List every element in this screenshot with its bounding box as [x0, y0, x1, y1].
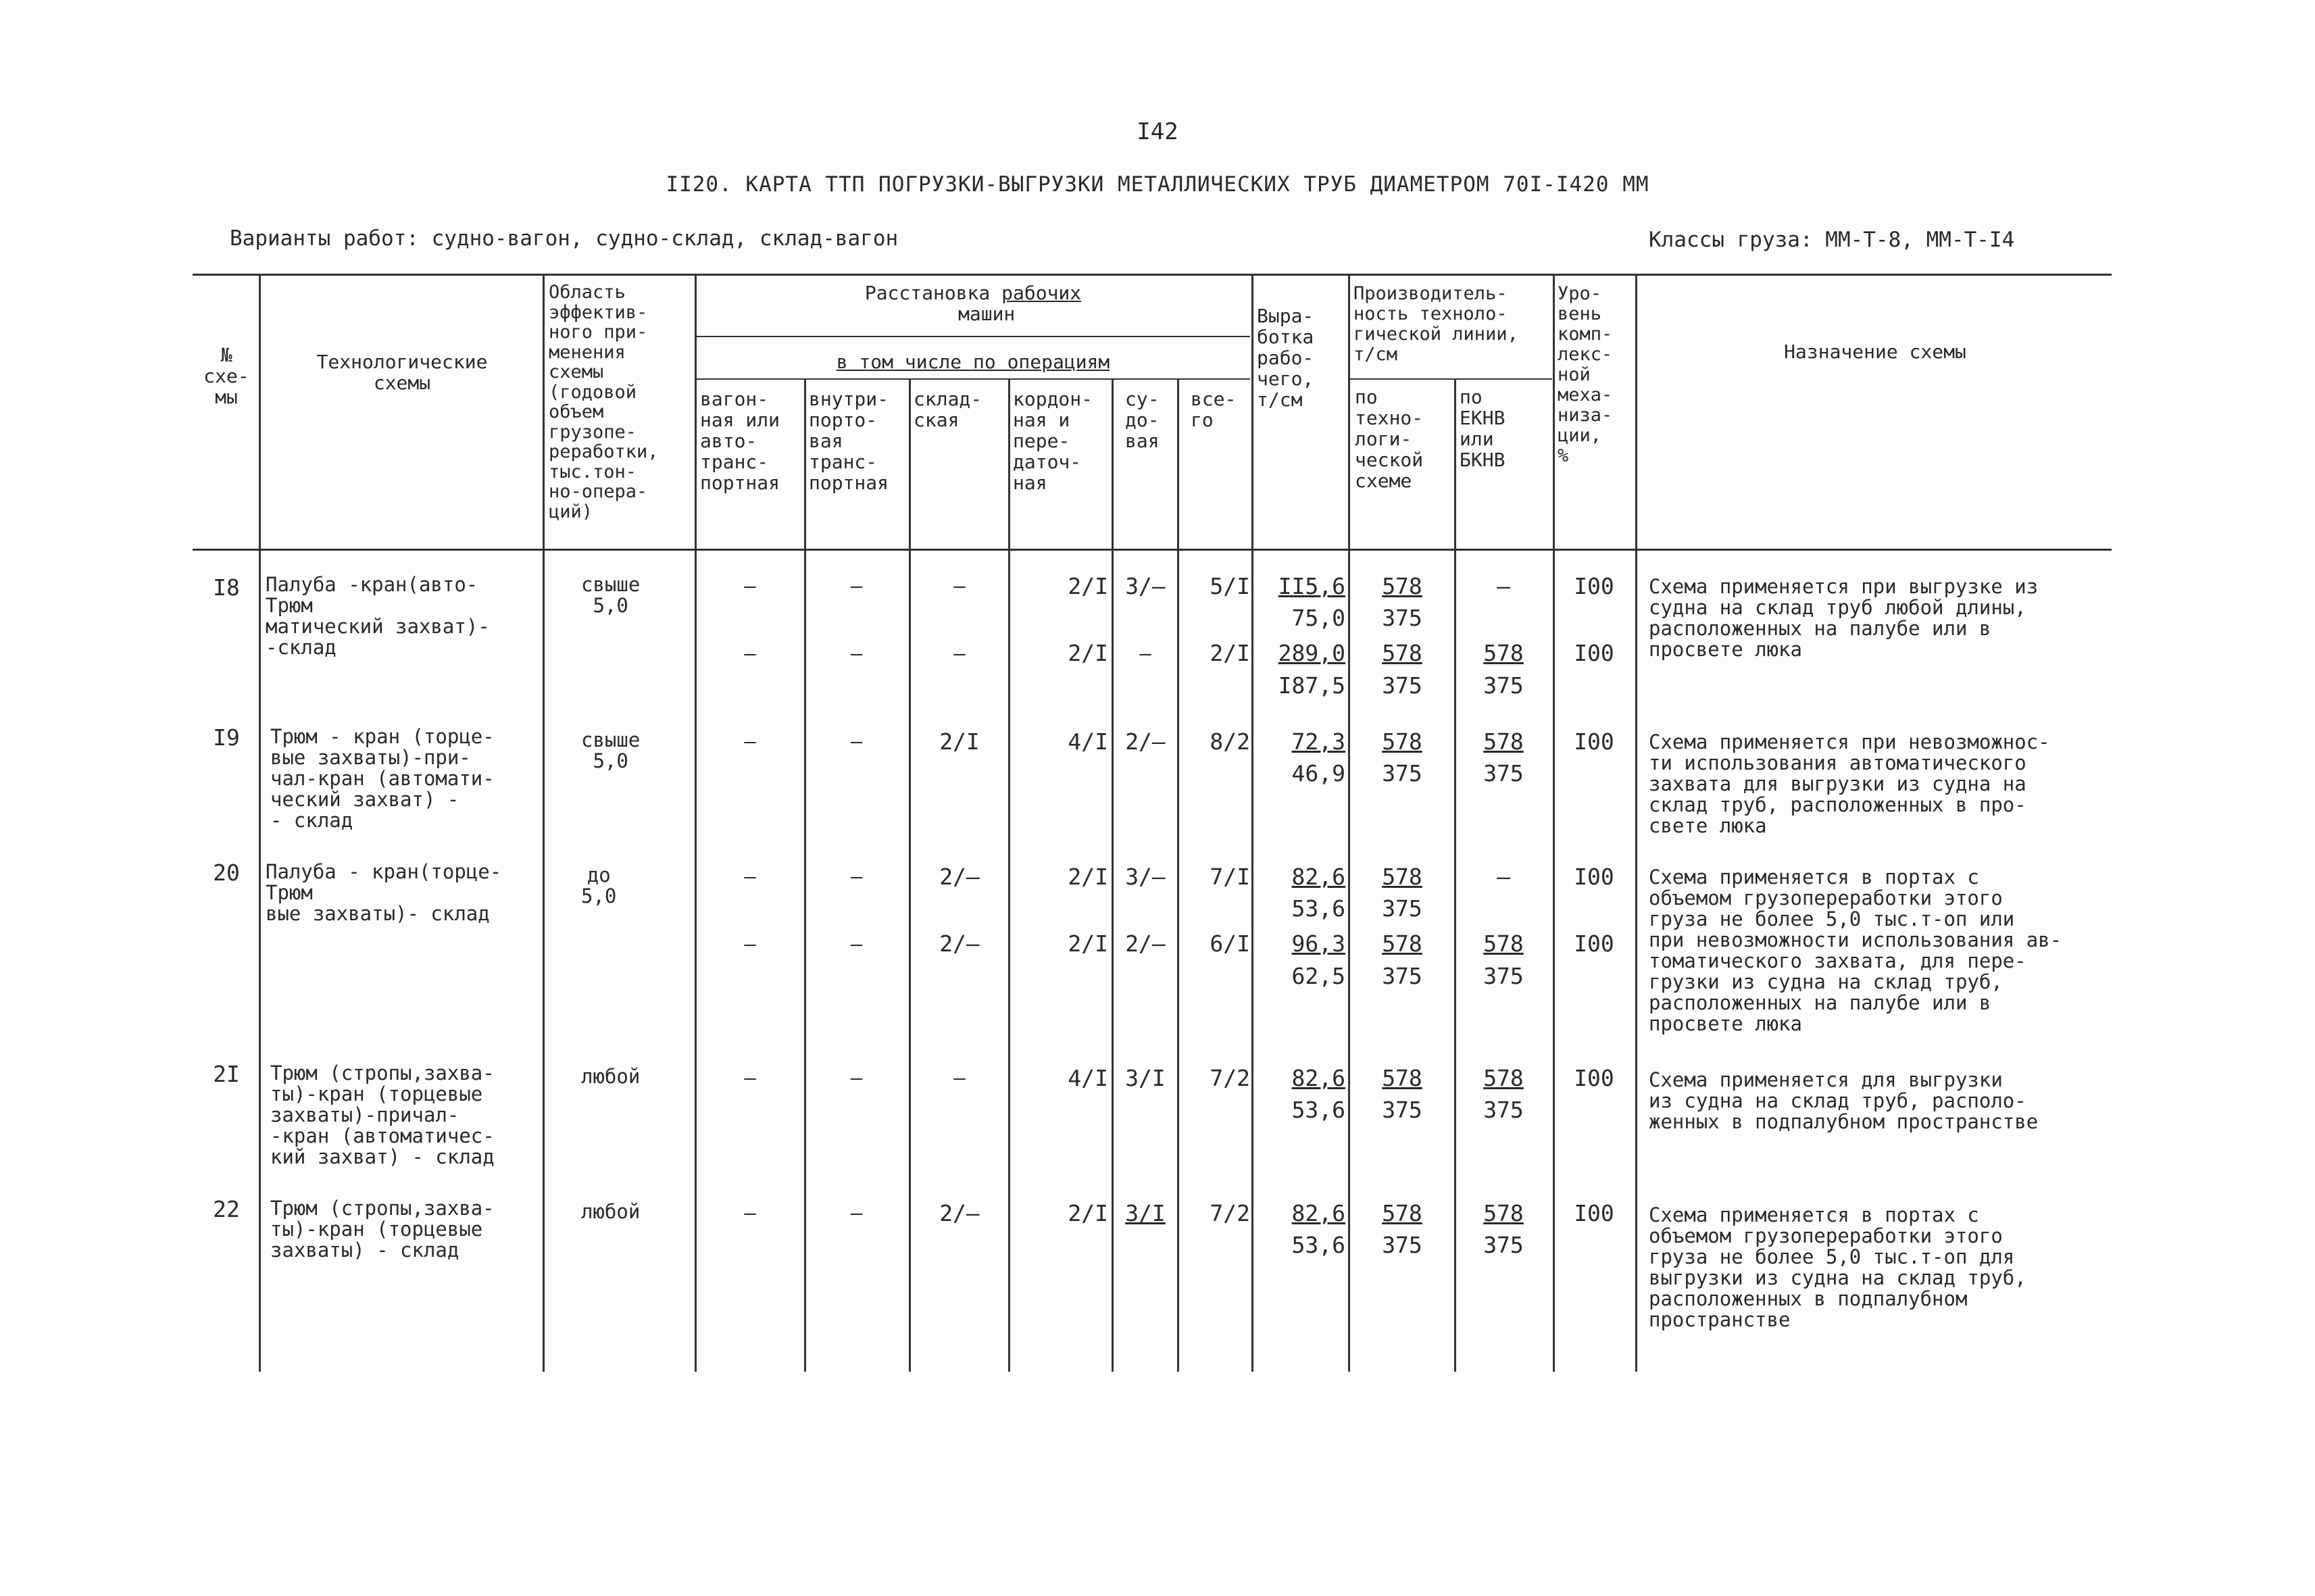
cell-cordon: 4/I: [1068, 1065, 1108, 1091]
row-scheme: Трюм - кран (торце- вые захваты)-при- чал-кран (автомати- ческий захват) - - склад: [270, 725, 495, 832]
header-placement: [699, 282, 1247, 303]
col-divider-7: [1635, 274, 1637, 1372]
cell-wagon: –: [744, 865, 756, 888]
row-area: до 5,0: [581, 864, 617, 907]
cell-ship: 3/–: [1125, 573, 1166, 599]
cell-wagon: –: [744, 730, 756, 753]
cell-ekhv-top: 578: [1483, 1065, 1524, 1091]
row-purpose: Схема применяется при невозможнос- ти использования автоматического захвата для выгрузки из судна на склад труб, расположенных в про- свете люка: [1649, 730, 2050, 837]
cell-ekhv-top: 578: [1483, 728, 1524, 755]
cell-inner: –: [850, 1201, 863, 1224]
cell-output-top: 96,3: [1291, 930, 1345, 957]
cell-inner: –: [850, 1066, 863, 1089]
header-op-total: все- го: [1191, 388, 1237, 431]
cell-inner: –: [850, 574, 863, 597]
cell-cordon: 2/I: [1068, 930, 1108, 957]
cell-ekhv-bottom: 375: [1483, 672, 1524, 699]
header-mech-level: Уро- вень комп- лекс- ной меха- низа- ции, %: [1558, 283, 1613, 466]
row-area: свыше 5,0: [581, 728, 641, 772]
cell-warehouse: 2/–: [939, 1200, 980, 1226]
row-scheme: Трюм (стропы,захва- ты)-кран (торцевые захваты)-причал- -кран (автоматичес- кий захват) - склад: [270, 1062, 495, 1168]
header-divider-placement: [696, 336, 1250, 337]
cell-wagon: –: [744, 932, 756, 955]
cell-total: 8/2: [1210, 728, 1250, 755]
header-placement-line2: машин: [958, 303, 1016, 325]
cell-ekhv-top: –: [1497, 864, 1510, 890]
cell-cordon: 2/I: [1068, 573, 1108, 599]
col-divider-5: [1348, 274, 1350, 1372]
cell-total: 6/I: [1210, 930, 1250, 957]
cell-ekhv-top: 578: [1483, 640, 1524, 666]
header-prod-tech: по техно- логи- ческой схеме: [1355, 386, 1424, 492]
row-purpose: Схема применяется для выгрузки из судна на склад труб, располо- женных в подпалубном пространстве: [1649, 1068, 2039, 1133]
header-tech-schemes: Технологические схемы: [316, 351, 488, 394]
cell-output-top: 82,6: [1291, 1065, 1345, 1091]
cell-output-bottom: 53,6: [1291, 895, 1345, 922]
table-top-border: [193, 274, 2112, 276]
cell-ekhv-top: 578: [1483, 1200, 1524, 1226]
row-number: I9: [213, 724, 240, 751]
header-op-inner: внутри- порто- вая транс- портная: [809, 388, 889, 494]
header-purpose: Назначение схемы: [1784, 341, 1966, 363]
row-area: любой: [581, 1200, 641, 1223]
cell-cordon: 2/I: [1068, 640, 1108, 666]
cell-ekhv-top: –: [1497, 573, 1510, 599]
cell-ekhv-top: 578: [1483, 930, 1524, 957]
cell-mech: I00: [1574, 728, 1614, 755]
cell-tech-top: 578: [1382, 930, 1422, 957]
work-variants: Варианты работ: судно-вагон, судно-склад, склад-вагон: [230, 226, 899, 251]
cargo-classes: Классы груза: ММ-Т-8, ММ-Т-I4: [1649, 228, 2015, 252]
row-number: 20: [213, 859, 240, 886]
row-number: 22: [213, 1196, 240, 1222]
cell-tech-bottom: 375: [1382, 672, 1422, 699]
cell-total: 7/I: [1210, 864, 1250, 890]
row-purpose: Схема применяется при выгрузке из судна на склад труб любой длины, расположенных на палубе или в просвете люка: [1649, 575, 2039, 661]
row-number: 2I: [213, 1061, 240, 1087]
cell-mech: I00: [1574, 1200, 1614, 1226]
cell-tech-bottom: 375: [1382, 1232, 1422, 1258]
cell-tech-bottom: 375: [1382, 1097, 1422, 1123]
document-title: II20. КАРТА ТТП ПОГРУЗКИ-ВЫГРУЗКИ МЕТАЛЛИЧЕСКИХ ТРУБ ДИАМЕТРОМ 70I-I420 ММ: [666, 172, 1649, 197]
cell-mech: I00: [1574, 1065, 1614, 1091]
cell-tech-top: 578: [1382, 573, 1422, 599]
cell-warehouse: –: [953, 574, 966, 597]
cell-output-bottom: 53,6: [1291, 1232, 1345, 1258]
cell-warehouse: 2/–: [939, 930, 980, 957]
cell-output-bottom: I87,5: [1278, 672, 1345, 699]
cell-warehouse: 2/I: [939, 728, 980, 755]
cell-total: 7/2: [1210, 1200, 1250, 1226]
cell-mech: I00: [1574, 930, 1614, 957]
header-divider-operations: [696, 378, 1250, 380]
header-placement-prefix: Расстановка: [864, 282, 1002, 304]
cell-inner: –: [850, 865, 863, 888]
col-divider-4: [1251, 274, 1253, 1372]
row-area: любой: [581, 1065, 641, 1088]
page-number: I42: [1137, 118, 1178, 145]
cell-tech-top: 578: [1382, 640, 1422, 666]
cell-mech: I00: [1574, 640, 1614, 666]
cell-warehouse: –: [953, 642, 966, 665]
cell-wagon: –: [744, 1201, 756, 1224]
cell-total: 5/I: [1210, 573, 1250, 599]
row-area: свыше 5,0: [581, 573, 641, 617]
cell-total: 2/I: [1210, 640, 1250, 666]
cell-ekhv-bottom: 375: [1483, 760, 1524, 787]
row-purpose: Схема применяется в портах с объемом грузопереработки этого груза не более 5,0 тыс.т-оп или при невозможности использования ав- томатического захвата, для пере- грузки из судна на склад труб, расположенных на палубе или в просвете люка: [1649, 866, 2062, 1035]
cell-output-top: 82,6: [1291, 864, 1345, 890]
header-by-operation: в том числе по операциям: [836, 351, 1110, 373]
row-number: I8: [213, 574, 240, 601]
header-placement-underlined: рабочих: [1001, 282, 1082, 304]
cell-wagon: –: [744, 642, 756, 665]
cell-output-bottom: 46,9: [1291, 760, 1345, 787]
cell-ship: 3/–: [1125, 864, 1166, 890]
header-op-cordon: кордон- ная и пере- даточ- ная: [1013, 388, 1093, 494]
row-scheme: Палуба -кран(авто- Трюм матический захват)- -склад: [266, 573, 490, 659]
cell-mech: I00: [1574, 864, 1614, 890]
cell-total: 7/2: [1210, 1065, 1250, 1091]
cell-tech-bottom: 375: [1382, 895, 1422, 922]
row-purpose: Схема применяется в портах с объемом грузопереработки этого груза не более 5,0 тыс.т-оп для выгрузки из судна на склад труб, расположенных в подпалубном пространстве: [1649, 1203, 2026, 1331]
cell-output-bottom: 62,5: [1291, 963, 1345, 989]
header-divider-productivity: [1349, 378, 1552, 380]
cell-tech-top: 578: [1382, 1200, 1422, 1226]
cell-cordon: 4/I: [1068, 728, 1108, 755]
header-productivity: Производитель- ность техноло- гической линии, т/см: [1353, 283, 1518, 365]
cell-ship: 3/I: [1125, 1200, 1166, 1226]
cell-output-bottom: 75,0: [1291, 605, 1345, 631]
header-area: Область эффектив- ного при- менения схемы (годовой объем грузопе- реработки, тыс.тон- но-опера- ций): [549, 282, 659, 522]
cell-output-top: 289,0: [1278, 640, 1345, 666]
cell-ekhv-bottom: 375: [1483, 963, 1524, 989]
cell-output-top: II5,6: [1278, 573, 1345, 599]
header-op-warehouse: склад- ская: [914, 388, 982, 431]
cell-tech-top: 578: [1382, 728, 1422, 755]
cell-ship: 2/–: [1125, 728, 1166, 755]
cell-cordon: 2/I: [1068, 1200, 1108, 1226]
cell-tech-top: 578: [1382, 1065, 1422, 1091]
cell-ekhv-bottom: 375: [1483, 1097, 1524, 1123]
col-divider-3: [695, 274, 697, 1372]
cell-warehouse: –: [953, 1066, 966, 1089]
col-divider-1: [259, 274, 261, 1372]
header-output: Выра- ботка рабо- чего, т/см: [1257, 305, 1314, 411]
row-scheme: Трюм (стропы,захва- ты)-кран (торцевые захваты) - склад: [270, 1197, 495, 1262]
cell-tech-bottom: 375: [1382, 760, 1422, 787]
op-divider-3: [1008, 378, 1010, 1372]
header-scheme-no: № схе- мы: [203, 344, 249, 408]
header-op-ship: су- до- вая: [1125, 388, 1160, 452]
op-divider-1: [804, 378, 806, 1372]
cell-warehouse: 2/–: [939, 864, 980, 890]
cell-tech-bottom: 375: [1382, 605, 1422, 631]
cell-wagon: –: [744, 574, 756, 597]
cell-ship: 3/I: [1125, 1065, 1166, 1091]
header-bottom-border: [193, 549, 2112, 551]
cell-ship: 2/–: [1125, 930, 1166, 957]
header-op-wagon: вагон- ная или авто- транс- портная: [700, 388, 780, 494]
cell-mech: I00: [1574, 573, 1614, 599]
cell-inner: –: [850, 730, 863, 753]
cell-output-top: 82,6: [1291, 1200, 1345, 1226]
cell-tech-bottom: 375: [1382, 963, 1422, 989]
op-divider-2: [909, 378, 911, 1372]
cell-tech-top: 578: [1382, 864, 1422, 890]
cell-inner: –: [850, 932, 863, 955]
header-prod-ekhv: по ЕКНВ или БКНВ: [1460, 386, 1505, 471]
cell-ekhv-bottom: 375: [1483, 1232, 1524, 1258]
cell-inner: –: [850, 642, 863, 665]
cell-cordon: 2/I: [1068, 864, 1108, 890]
row-scheme: Палуба - кран(торце- Трюм вые захваты)- склад: [266, 860, 502, 925]
col-divider-2: [543, 274, 545, 1372]
cell-output-bottom: 53,6: [1291, 1097, 1345, 1123]
cell-output-top: 72,3: [1291, 728, 1345, 755]
cell-wagon: –: [744, 1066, 756, 1089]
cell-ship: –: [1139, 642, 1151, 665]
